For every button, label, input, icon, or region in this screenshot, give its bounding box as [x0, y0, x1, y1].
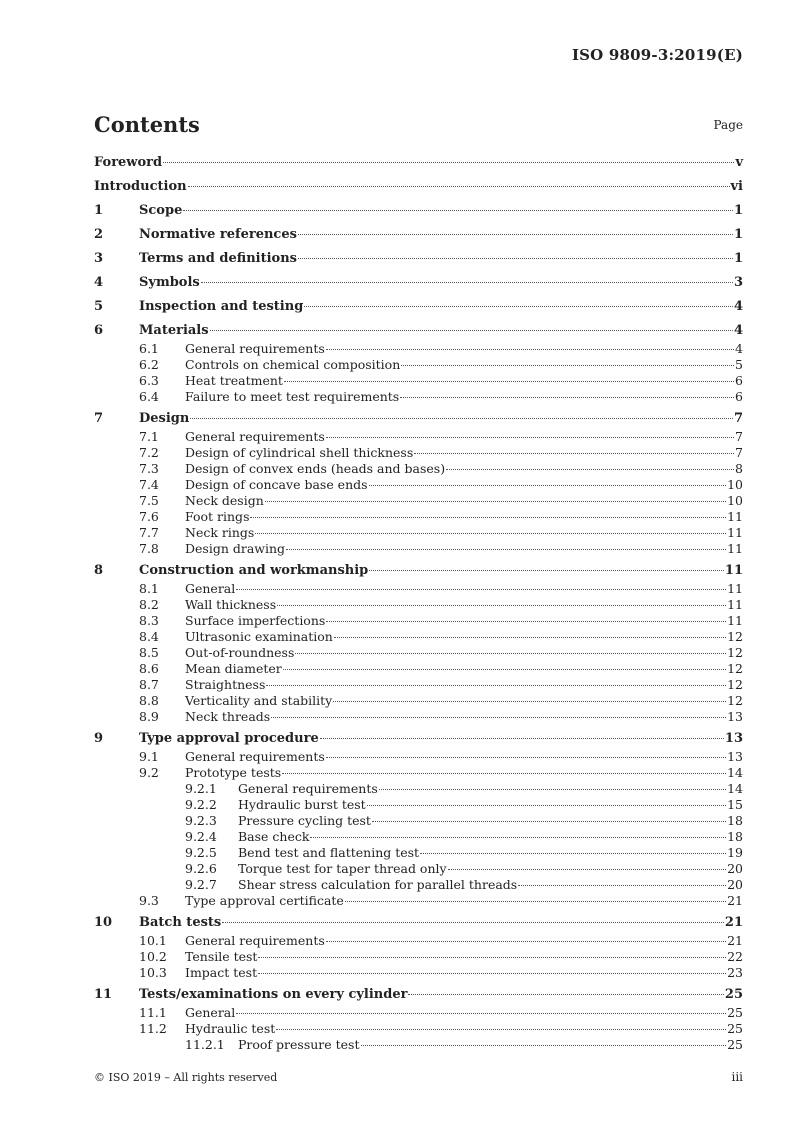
toc-dot-leader [408, 994, 723, 995]
toc-subentry-label: Straightness [185, 677, 266, 692]
toc-subsubentry-number: 9.2.5 [185, 845, 217, 860]
toc-subentry[interactable] [94, 389, 743, 405]
toc-entry-number: 1 [94, 203, 104, 218]
toc-dot-leader [236, 589, 726, 590]
toc-subentry-page: 12 [727, 645, 743, 660]
toc-subsubentry-number: 11.2.1 [185, 1037, 225, 1052]
toc-entry-number: 10 [94, 915, 113, 930]
toc-subentry-number: 10.1 [139, 933, 167, 948]
toc-subsubentry-number: 9.2.3 [185, 813, 217, 828]
toc-dot-leader [326, 621, 726, 622]
toc-subentry-number: 7.7 [139, 525, 159, 540]
toc-subentry-page: 4 [735, 341, 743, 356]
toc-subsubentry[interactable] [94, 845, 743, 861]
toc-dot-leader [201, 282, 733, 283]
toc-subsubentry-number: 9.2.7 [185, 877, 217, 892]
toc-subentry-page: 23 [727, 965, 743, 980]
toc-dot-leader [334, 637, 726, 638]
toc-entry[interactable] [94, 323, 743, 341]
toc-subentry[interactable] [94, 677, 743, 693]
toc-dot-leader [369, 570, 724, 571]
toc-subentry-label: Wall thickness [185, 597, 277, 612]
toc-entry-page: 25 [724, 987, 743, 1002]
toc-subentry-page: 11 [727, 525, 743, 540]
toc-dot-leader [304, 306, 733, 307]
toc-dot-leader [255, 533, 726, 534]
toc-entry[interactable] [94, 563, 743, 581]
toc-dot-leader [320, 738, 724, 739]
copyright-notice: © ISO 2019 – All rights reserved [94, 1071, 278, 1084]
toc-subentry-page: 12 [727, 629, 743, 644]
toc-entry-label: Tests/examinations on every cylinder [139, 987, 408, 1002]
toc-subentry-number: 10.3 [139, 965, 167, 980]
toc-section [94, 155, 743, 173]
toc-subentry-label: Mean diameter [185, 661, 282, 676]
toc-section [94, 731, 743, 909]
toc-subsubentry[interactable] [94, 797, 743, 813]
toc-entry-number: 3 [94, 251, 104, 266]
toc-entry-page: 3 [733, 275, 743, 290]
toc-entry-label: Normative references [139, 227, 297, 242]
toc-dot-leader [271, 717, 726, 718]
toc-subentry[interactable] [94, 445, 743, 461]
toc-subsubentry-label: Proof pressure test [238, 1037, 360, 1052]
page-title: Contents [94, 112, 200, 137]
toc-subentry-label: Design drawing [185, 541, 286, 556]
toc-subentry-page: 11 [727, 581, 743, 596]
toc-subentry[interactable] [94, 1005, 743, 1021]
toc-entry[interactable] [94, 275, 743, 293]
toc-subentry-page: 14 [727, 765, 743, 780]
toc-entry[interactable] [94, 915, 743, 933]
toc-subentry-number: 7.3 [139, 461, 159, 476]
toc-subentry[interactable] [94, 709, 743, 725]
toc-subentry[interactable] [94, 461, 743, 477]
toc-subentry-page: 10 [727, 493, 743, 508]
page-column-label: Page [713, 118, 743, 132]
toc-subsubentry-label: Hydraulic burst test [238, 797, 366, 812]
toc-subsubentry-page: 15 [727, 797, 743, 812]
toc-entry-label: Terms and definitions [139, 251, 297, 266]
toc-subsubentry-page: 19 [727, 845, 743, 860]
page-number: iii [731, 1070, 743, 1084]
toc-subentry-page: 6 [735, 373, 743, 388]
toc-entry[interactable] [94, 227, 743, 245]
toc-subentry[interactable] [94, 357, 743, 373]
toc-subentry-page: 25 [727, 1005, 743, 1020]
toc-dot-leader [448, 869, 727, 870]
toc-subentry-page: 22 [727, 949, 743, 964]
toc-dot-leader [163, 162, 734, 163]
toc-subsubentry-page: 14 [727, 781, 743, 796]
toc-subentry[interactable] [94, 765, 743, 781]
toc-subentry-label: Prototype tests [185, 765, 282, 780]
toc-entry[interactable] [94, 299, 743, 317]
toc-subentry-label: Neck threads [185, 709, 271, 724]
toc-subsubentry-page: 18 [727, 829, 743, 844]
toc-dot-leader [369, 485, 727, 486]
toc-subsubentry-label: Torque test for taper thread only [238, 861, 447, 876]
toc-entry-number: 2 [94, 227, 104, 242]
toc-dot-leader [420, 853, 726, 854]
toc-subentry[interactable] [94, 693, 743, 709]
toc-entry-page: 11 [724, 563, 743, 578]
toc-entry-label: Introduction [94, 179, 187, 194]
toc-subentry-number: 8.3 [139, 613, 159, 628]
toc-dot-leader [400, 397, 734, 398]
toc-section [94, 411, 743, 557]
toc-subentry[interactable] [94, 341, 743, 357]
toc-entry[interactable] [94, 179, 743, 197]
toc-entry[interactable] [94, 203, 743, 221]
toc-dot-leader [283, 669, 726, 670]
toc-subentry[interactable] [94, 661, 743, 677]
toc-subentry-number: 8.4 [139, 629, 159, 644]
toc-subentry-number: 7.1 [139, 429, 159, 444]
toc-subentry-label: Design of convex ends (heads and bases) [185, 461, 446, 476]
toc-dot-leader [284, 381, 734, 382]
toc-subentry-page: 10 [727, 477, 743, 492]
toc-subentry-number: 8.9 [139, 709, 159, 724]
toc-subentry-label: Failure to meet test requirements [185, 389, 400, 404]
toc-subsubentry-label: Bend test and flattening test [238, 845, 420, 860]
toc-entry-label: Inspection and testing [139, 299, 304, 314]
toc-entry-number: 9 [94, 731, 104, 746]
toc-subentry-label: Ultrasonic examination [185, 629, 333, 644]
toc-entry-label: Materials [139, 323, 209, 338]
toc-dot-leader [286, 549, 726, 550]
toc-entry-page: 1 [733, 203, 743, 218]
toc-subsubentry-number: 9.2.4 [185, 829, 217, 844]
toc-dot-leader [188, 186, 730, 187]
toc-subentry[interactable] [94, 509, 743, 525]
toc-entry-label: Symbols [139, 275, 200, 290]
toc-subentry[interactable] [94, 429, 743, 445]
toc-dot-leader [326, 349, 734, 350]
toc-subentry[interactable] [94, 525, 743, 541]
toc-dot-leader [518, 885, 726, 886]
toc-dot-leader [379, 789, 726, 790]
toc-subentry-label: Design of cylindrical shell thickness [185, 445, 414, 460]
toc-subentry[interactable] [94, 581, 743, 597]
toc-entry-label: Design [139, 411, 190, 426]
toc-subentry-label: Design of concave base ends [185, 477, 368, 492]
table-of-contents [94, 155, 743, 1059]
toc-dot-leader [333, 701, 726, 702]
toc-subentry-number: 6.1 [139, 341, 159, 356]
toc-subentry-label: Controls on chemical composition [185, 357, 401, 372]
toc-subentry-label: Neck design [185, 493, 264, 508]
toc-entry-page: 1 [733, 251, 743, 266]
toc-subentry-number: 8.5 [139, 645, 159, 660]
toc-subentry-number: 6.3 [139, 373, 159, 388]
toc-dot-leader [326, 437, 734, 438]
toc-subentry-number: 11.1 [139, 1005, 167, 1020]
toc-subentry[interactable] [94, 493, 743, 509]
toc-subentry-label: Out-of-roundness [185, 645, 295, 660]
toc-subentry-label: Type approval certificate [185, 893, 344, 908]
toc-subentry[interactable] [94, 629, 743, 645]
toc-subentry-number: 8.1 [139, 581, 159, 596]
toc-subentry-page: 8 [735, 461, 743, 476]
toc-subentry[interactable] [94, 541, 743, 557]
toc-section [94, 299, 743, 317]
toc-section [94, 563, 743, 725]
toc-dot-leader [414, 453, 734, 454]
toc-dot-leader [222, 922, 724, 923]
toc-entry[interactable] [94, 155, 743, 173]
toc-subentry[interactable] [94, 597, 743, 613]
toc-entry[interactable] [94, 251, 743, 269]
toc-entry-label: Type approval procedure [139, 731, 319, 746]
toc-section [94, 915, 743, 981]
toc-dot-leader [361, 1045, 727, 1046]
toc-entry-page: vi [730, 179, 743, 194]
toc-subentry-number: 7.4 [139, 477, 159, 492]
toc-dot-leader [326, 757, 726, 758]
toc-subentry-label: General requirements [185, 341, 325, 356]
toc-entry-number: 8 [94, 563, 104, 578]
toc-subentry-label: Verticality and stability [185, 693, 333, 708]
toc-entry-page: 7 [733, 411, 743, 426]
toc-dot-leader [401, 365, 734, 366]
toc-dot-leader [276, 1029, 726, 1030]
toc-entry-number: 6 [94, 323, 104, 338]
toc-dot-leader [183, 210, 733, 211]
toc-dot-leader [310, 837, 726, 838]
toc-dot-leader [265, 501, 726, 502]
toc-subentry-number: 9.2 [139, 765, 159, 780]
toc-entry-label: Construction and workmanship [139, 563, 369, 578]
toc-entry-page: 4 [733, 323, 743, 338]
toc-entry-label: Foreword [94, 155, 163, 170]
toc-subsubentry[interactable] [94, 813, 743, 829]
toc-subentry-label: Foot rings [185, 509, 250, 524]
toc-subentry[interactable] [94, 965, 743, 981]
toc-subentry-number: 11.2 [139, 1021, 167, 1036]
toc-dot-leader [372, 821, 726, 822]
toc-subentry-page: 7 [735, 445, 743, 460]
toc-subentry-number: 9.3 [139, 893, 159, 908]
toc-subentry-number: 8.6 [139, 661, 159, 676]
toc-dot-leader [258, 957, 726, 958]
toc-subsubentry-page: 20 [727, 861, 743, 876]
toc-subentry-number: 8.8 [139, 693, 159, 708]
toc-subentry-page: 13 [727, 709, 743, 724]
toc-subentry-page: 12 [727, 661, 743, 676]
toc-subsubentry-page: 25 [727, 1037, 743, 1052]
toc-subentry-page: 21 [727, 893, 743, 908]
toc-subentry-label: Hydraulic test [185, 1021, 276, 1036]
toc-section [94, 227, 743, 245]
toc-subentry-page: 25 [727, 1021, 743, 1036]
toc-subsubentry-label: Pressure cycling test [238, 813, 371, 828]
toc-dot-leader [277, 605, 726, 606]
toc-subentry[interactable] [94, 373, 743, 389]
toc-entry-number: 5 [94, 299, 104, 314]
toc-dot-leader [282, 773, 726, 774]
toc-dot-leader [250, 517, 726, 518]
toc-dot-leader [326, 941, 726, 942]
toc-subsubentry[interactable] [94, 877, 743, 893]
toc-subentry-page: 12 [727, 677, 743, 692]
toc-subentry[interactable] [94, 477, 743, 493]
toc-subentry-number: 7.6 [139, 509, 159, 524]
toc-section [94, 179, 743, 197]
toc-entry-number: 4 [94, 275, 104, 290]
toc-subsubentry-number: 9.2.1 [185, 781, 217, 796]
toc-entry-page: v [735, 155, 743, 170]
toc-entry-number: 7 [94, 411, 104, 426]
toc-dot-leader [236, 1013, 726, 1014]
toc-dot-leader [298, 234, 733, 235]
toc-subentry-page: 11 [727, 541, 743, 556]
toc-section [94, 987, 743, 1053]
toc-entry-page: 4 [733, 299, 743, 314]
toc-dot-leader [190, 418, 733, 419]
toc-subentry-page: 5 [735, 357, 743, 372]
toc-entry[interactable] [94, 731, 743, 749]
toc-subentry-number: 6.2 [139, 357, 159, 372]
toc-dot-leader [295, 653, 726, 654]
toc-subentry-page: 11 [727, 509, 743, 524]
toc-subentry-label: General requirements [185, 749, 325, 764]
toc-subentry-label: General requirements [185, 933, 325, 948]
toc-subsubentry-label: Base check [238, 829, 310, 844]
toc-entry[interactable] [94, 411, 743, 429]
toc-subentry-page: 12 [727, 693, 743, 708]
toc-dot-leader [345, 901, 726, 902]
toc-subsubentry[interactable] [94, 781, 743, 797]
toc-subentry-label: Heat treatment [185, 373, 283, 388]
toc-subentry[interactable] [94, 949, 743, 965]
toc-subentry-number: 7.2 [139, 445, 159, 460]
toc-dot-leader [258, 973, 726, 974]
toc-entry-number: 11 [94, 987, 113, 1002]
toc-subsubentry-number: 9.2.6 [185, 861, 217, 876]
toc-dot-leader [298, 258, 733, 259]
toc-subentry-label: Neck rings [185, 525, 255, 540]
toc-subentry[interactable] [94, 613, 743, 629]
toc-subsubentry-number: 9.2.2 [185, 797, 217, 812]
toc-subentry-number: 7.5 [139, 493, 159, 508]
toc-subentry-page: 7 [735, 429, 743, 444]
toc-section [94, 275, 743, 293]
toc-subentry-label: Impact test [185, 965, 258, 980]
toc-subsubentry-label: General requirements [238, 781, 378, 796]
toc-subentry-number: 6.4 [139, 389, 159, 404]
toc-subsubentry[interactable] [94, 861, 743, 877]
toc-subentry-number: 10.2 [139, 949, 167, 964]
toc-subentry-page: 21 [727, 933, 743, 948]
toc-subsubentry-page: 20 [727, 877, 743, 892]
toc-subentry[interactable] [94, 893, 743, 909]
toc-subentry-page: 13 [727, 749, 743, 764]
toc-dot-leader [210, 330, 733, 331]
toc-subsubentry[interactable] [94, 1037, 743, 1053]
toc-subentry[interactable] [94, 749, 743, 765]
toc-subsubentry-page: 18 [727, 813, 743, 828]
toc-subentry-number: 7.8 [139, 541, 159, 556]
toc-dot-leader [446, 469, 734, 470]
toc-entry-page: 21 [724, 915, 743, 930]
toc-subentry-page: 11 [727, 597, 743, 612]
toc-entry[interactable] [94, 987, 743, 1005]
toc-subsubentry-label: Shear stress calculation for parallel threads [238, 877, 518, 892]
toc-subentry-number: 8.2 [139, 597, 159, 612]
toc-subsubentry[interactable] [94, 829, 743, 845]
toc-subentry[interactable] [94, 933, 743, 949]
toc-subentry[interactable] [94, 645, 743, 661]
toc-section [94, 203, 743, 221]
toc-subentry-label: General [185, 581, 236, 596]
toc-entry-label: Scope [139, 203, 183, 218]
toc-dot-leader [266, 685, 726, 686]
toc-section [94, 251, 743, 269]
toc-subentry-label: Surface imperfections [185, 613, 326, 628]
toc-subentry-page: 11 [727, 613, 743, 628]
document-id: ISO 9809-3:2019(E) [571, 46, 743, 64]
toc-entry-page: 1 [733, 227, 743, 242]
toc-entry-label: Batch tests [139, 915, 222, 930]
toc-subentry-page: 6 [735, 389, 743, 404]
toc-entry-page: 13 [724, 731, 743, 746]
toc-dot-leader [367, 805, 726, 806]
toc-subentry-label: General requirements [185, 429, 325, 444]
toc-subentry-number: 8.7 [139, 677, 159, 692]
toc-subentry[interactable] [94, 1021, 743, 1037]
toc-subentry-label: Tensile test [185, 949, 258, 964]
toc-subentry-label: General [185, 1005, 236, 1020]
toc-section [94, 323, 743, 405]
toc-subentry-number: 9.1 [139, 749, 159, 764]
